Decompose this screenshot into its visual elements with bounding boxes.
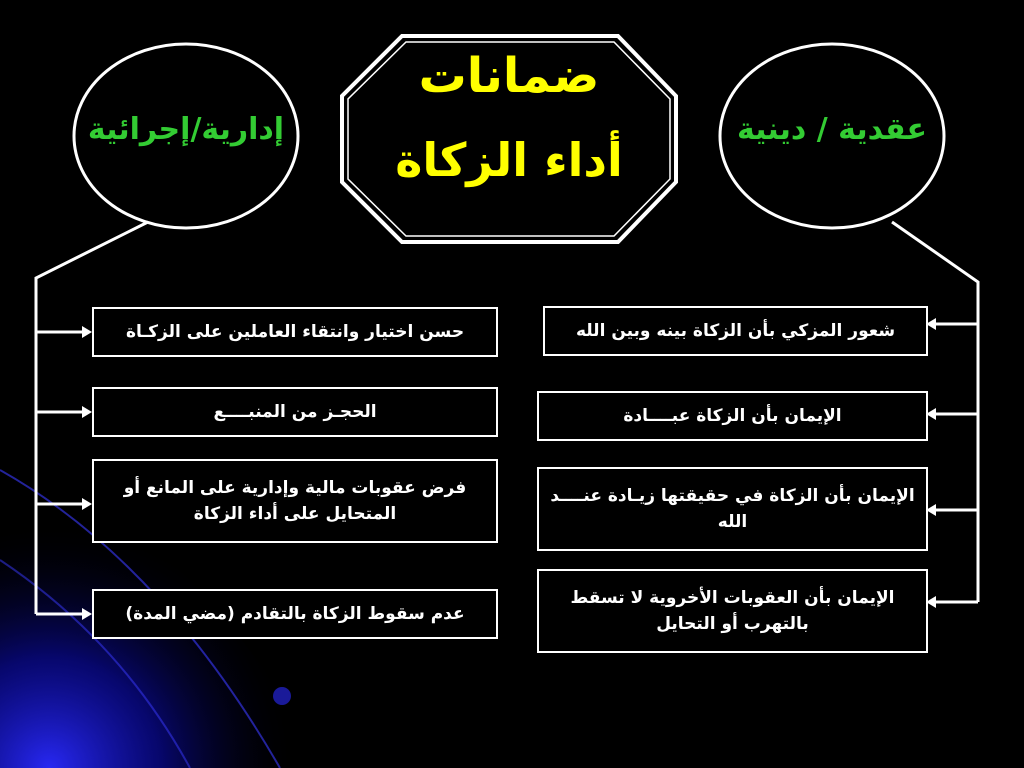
left-box-3-text: فرض عقوبات مالية وإدارية على المانع أو المتحايل على أداء الزكاة [123,478,467,524]
left-box-1-text: حسن اختيار وانتقاء العاملين على الزكـاة [125,322,465,342]
right-box-3-text: الإيمان بأن الزكاة في حقيقتها زيـادة عنــــد الله [550,486,915,532]
left-arrowheads [82,326,92,620]
title-line-2: أداء الزكاة [395,133,623,187]
right-box-4 [537,569,928,653]
left-box-2-text: الحجـز من المنبــــع [213,402,377,422]
right-box-2-text: الإيمان بأن الزكاة عبــــادة [623,406,842,426]
right-box-3 [537,467,928,551]
right-box-1-text: شعور المزكي بأن الزكاة بينه وبين الله [575,321,896,341]
right-box-2 [537,391,928,441]
left-circle-label: إدارية/إجرائية [87,112,285,147]
title-line-1: ضمانات [418,48,600,104]
left-box-4 [92,589,498,639]
right-box-4-text: الإيمان بأن العقوبات الأخروية لا تسقط بالتهرب أو التحايل [570,588,895,634]
right-box-1 [543,306,928,356]
left-box-1 [92,307,498,357]
left-box-4-text: عدم سقوط الزكاة بالتقادم (مضي المدة) [125,604,465,624]
left-box-2 [92,387,498,437]
right-circle-label: عقدية / دينية [736,112,928,147]
left-box-3 [92,459,498,543]
right-arrowheads [926,318,936,608]
